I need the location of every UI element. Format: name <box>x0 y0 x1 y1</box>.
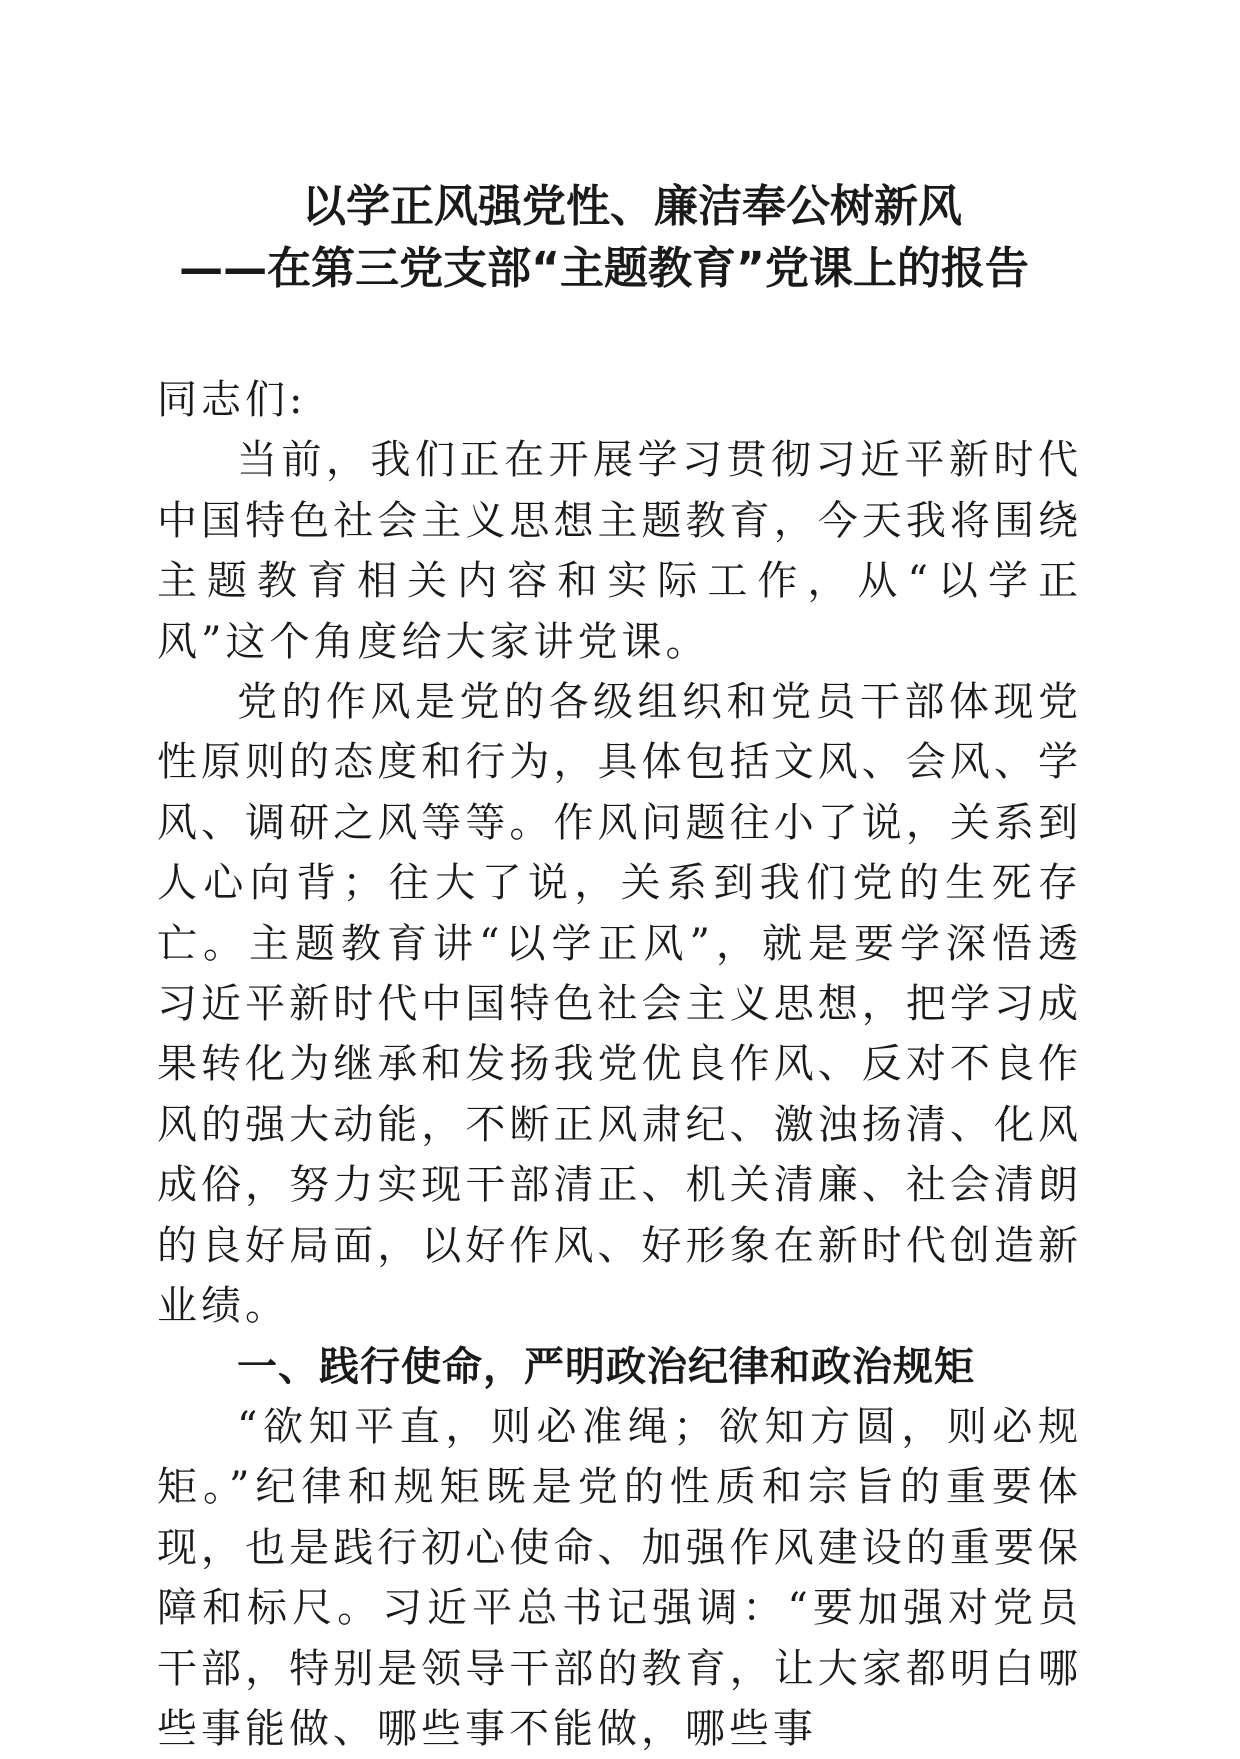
section-heading-1: 一、践行使命，严明政治纪律和政治规矩 <box>237 1343 975 1390</box>
document-title: 以学正风强党性、廉洁奉公树新风 <box>302 181 962 232</box>
body-paragraph-1: 当前，我们正在开展学习贯彻习近平新时代中国特色社会主义思想主题教育，今天我将围绕主题教育相关内容和实际工作，从“以学正风”这个角度给大家讲党课。 <box>157 437 1082 665</box>
section-paragraph-1: “欲知平直，则必准绳；欲知方圆，则必规矩。”纪律和规矩既是党的性质和宗旨的重要体现，也是践行初心使命、加强作风建设的重要保障和标尺。习近平总书记强调：“要加强对党员干部，特别是领导干部的教育，让大家都明白哪些事能做、哪些事不能做，哪些事 <box>157 1403 1082 1752</box>
salutation: 同志们: <box>157 377 307 423</box>
document-body <box>157 370 1082 1759</box>
document-subtitle: ——在第三党支部“主题教育”党课上的报告 <box>179 243 1029 294</box>
body-paragraph-2: 党的作风是党的各级组织和党员干部体现党性原则的态度和行为，具体包括文风、会风、学风、调研之风等等。作风问题往小了说，关系到人心向背；往大了说，关系到我们党的生死存亡。主题教育讲“以学正风”，就是要学深悟透习近平新时代中国特色社会主义思想，把学习成果转化为继承和发扬我党优良作风、反对不良作风的强大动能，不断正风肃纪、激浊扬清、化风成俗，努力实现干部清正、机关清廉、社会清朗的良好局面，以好作风、好形象在新时代创造新业绩。 <box>157 679 1082 1330</box>
